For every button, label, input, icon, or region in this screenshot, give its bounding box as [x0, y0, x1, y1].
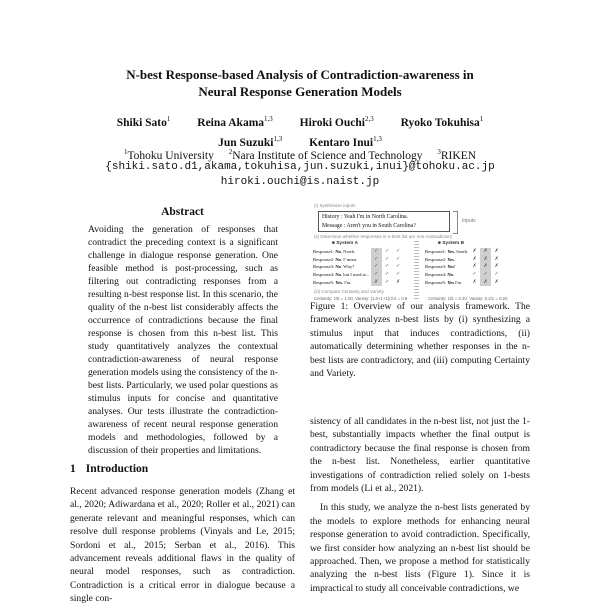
check-icon: ✓	[480, 271, 491, 279]
inputs-label: Inputs	[462, 218, 476, 224]
response-text: Response4: No.	[425, 272, 455, 278]
table-row	[424, 278, 502, 286]
cross-icon: ✗	[494, 278, 499, 285]
figure-1-caption: Figure 1: Overview of our analysis framework. The framework analyzes n-best lists by (i) synthesizing a stimulus input that induces contradictions, (ii) automatically determining whether responses in the n-best lists are contradictory, and (iii) computing Certainty and Variety.	[310, 301, 530, 380]
table-row	[312, 278, 404, 286]
paragraph: sistency of all candidates in the n-best list, not just the 1-best, substantially impacts whether the final output is contradictory because the final response is chosen from the n-best list. Nonetheless, earlier quantitative investigations of contradiction relied solely on 1-bests from models (Li et al., 2021).	[310, 416, 530, 495]
table-row	[424, 248, 502, 256]
system-a-label: ■ System A	[332, 241, 358, 246]
check-icon: ✓	[371, 248, 382, 256]
check-icon: ✓	[472, 271, 477, 278]
step-1-label: (i) Synthesize inputs	[314, 203, 356, 208]
paper-title	[70, 66, 530, 100]
table-row	[424, 271, 502, 279]
response-text: Response3: Yes!	[425, 264, 456, 270]
response-text: Response2: No. I' mnot.	[313, 256, 358, 262]
system-a-result: Certainty: 1/5 = 1.00, Variety: (1.0+1+1)/3.0 = 0.8	[314, 296, 408, 301]
system-b-nbest-table	[424, 248, 502, 286]
response-text: Response1: No, North.	[313, 249, 356, 255]
check-icon: ✓	[384, 255, 390, 262]
check-icon: ✓	[395, 263, 401, 270]
input-box	[318, 211, 450, 232]
abstract-text: Avoiding the generation of responses that contradict the preceding context is a significant challenge in dialogue response generation. One feasible method is post-processing, such as filtering out contradicting responses from a resulting n-best response list. In this scenario, the quality of the n-best list considerably affects the occurrence of contradictions because the final response is chosen from this n-best list. This study quantitatively analyzes the contextual contradiction-awareness of neural response generation models using the consistency of the n-best lists. Particularly, we used polar questions as stimulus inputs for concise and quantitative analyses. Our tests illustrate the contradiction-awareness of recent neural response generation models and methodologies, followed by a discussion of their properties and limitations.	[88, 224, 278, 456]
cross-icon: ✗	[371, 278, 382, 286]
table-row	[312, 271, 404, 279]
check-icon: ✓	[384, 271, 390, 278]
affiliation: $^1$Tohoku University	[123, 148, 214, 162]
author: Hiroki Ouchi$^{2,3}$	[299, 115, 374, 129]
title-line-2: Neural Response Generation Models	[198, 84, 402, 99]
cross-icon: ✗	[480, 256, 491, 264]
message-line: Message : Aren't you in South Carolina?	[322, 223, 416, 229]
check-icon: ✓	[384, 248, 390, 255]
section-heading-introduction	[70, 463, 148, 475]
cross-icon: ✗	[480, 263, 491, 271]
check-icon: ✓	[371, 256, 382, 264]
robot-icon: ■	[332, 241, 337, 246]
cross-icon: ✗	[494, 263, 499, 270]
step-3-label: (iii) Compute Certainty and Variety	[314, 289, 384, 294]
authors-row-1	[80, 111, 520, 131]
robot-icon: ■	[438, 241, 443, 246]
check-icon: ✓	[395, 248, 401, 255]
inputs-brace	[453, 211, 458, 234]
table-row	[424, 263, 502, 271]
email-tohoku: {shiki.sato.d1,akama,tokuhisa,jun.suzuki,inui}@tohoku.ac.jp	[105, 161, 495, 173]
affiliation: $^2$Nara Institute of Science and Technology	[228, 148, 423, 162]
check-icon: ✓	[371, 271, 382, 279]
divider	[414, 241, 419, 301]
check-icon: ✓	[395, 271, 401, 278]
check-icon: ✓	[395, 255, 401, 262]
table-row	[424, 256, 502, 264]
system-a-nbest-table	[312, 248, 404, 286]
table-row	[312, 263, 404, 271]
title-line-1: N-best Response-based Analysis of Contradiction-awareness in	[126, 67, 474, 82]
introduction-text: Recent advanced response generation models (Zhang et al., 2020; Adiwardana et al., 2020; Roller et al., 2021) can generate relevant and meaningful responses, which can resolve dull response problems (Vinyals and Le, 2015; Sordoni et al., 2015; Serban et al., 2016). This advancement reveals additional flaws in the quality of neural model responses, such as contradiction. Contradiction is a critical error in dialogue because a single con-	[70, 486, 295, 605]
response-text: Response5: Yes, I'm.	[313, 279, 352, 285]
system-b-label: ■ System B	[438, 241, 465, 246]
check-icon: ✓	[384, 278, 390, 285]
response-text: Response4: No, but I used to...	[313, 272, 370, 278]
system-b-result: Certainty: 1/5 = 0.20, Variety: 0.2/1 = 0.20	[428, 296, 508, 301]
step-2-label: (ii) Determine whether responses in n-best list are non-contradictory	[314, 234, 453, 239]
abstract-heading: Abstract	[161, 206, 204, 218]
cross-icon: ✗	[472, 255, 477, 262]
check-icon: ✓	[384, 263, 390, 270]
cross-icon: ✗	[494, 248, 499, 255]
figure-1	[310, 203, 532, 301]
cross-icon: ✗	[480, 278, 491, 286]
table-row	[312, 248, 404, 256]
author: Reina Akama$^{1,3}$	[197, 115, 273, 129]
response-text: Response3: No. Why?	[313, 264, 355, 270]
response-text: Response5: Yes I'm.	[425, 279, 463, 285]
response-text: Response1: Yes, South.	[425, 249, 469, 255]
history-line: History : Yeah I'm in North Carolina.	[322, 214, 409, 220]
cross-icon: ✗	[480, 248, 491, 256]
email-naist: hiroki.ouchi@is.naist.jp	[220, 176, 380, 188]
cross-icon: ✗	[472, 263, 477, 270]
section-number: 1	[70, 463, 76, 475]
author: Kentaro Inui$^{1,3}$	[309, 135, 382, 149]
author: Ryoko Tokuhisa$^1$	[400, 115, 484, 129]
author: Shiki Sato$^1$	[116, 115, 171, 129]
affiliation: $^3$RIKEN	[437, 148, 477, 162]
column-2-body	[310, 415, 530, 601]
cross-icon: ✗	[395, 278, 401, 285]
cross-icon: ✗	[494, 255, 499, 262]
section-title: Introduction	[85, 463, 149, 475]
table-row	[312, 256, 404, 264]
author: Jun Suzuki$^{1,3}$	[218, 135, 283, 149]
cross-icon: ✗	[472, 248, 477, 255]
check-icon: ✓	[494, 271, 499, 278]
paragraph: In this study, we analyze the n-best lists generated by the models to explore methods for enhancing neural response generation to avoid contradiction. Specifically, we first consider how analyzing an n-best list should be approached. Then, we propose a method for statistically analyzing the n-best lists (Figure 1). Since it is impractical to study all conceivable contradictions, we	[310, 502, 530, 594]
check-icon: ✓	[371, 263, 382, 271]
response-text: Response2: Yes.	[425, 256, 456, 262]
cross-icon: ✗	[472, 278, 477, 285]
